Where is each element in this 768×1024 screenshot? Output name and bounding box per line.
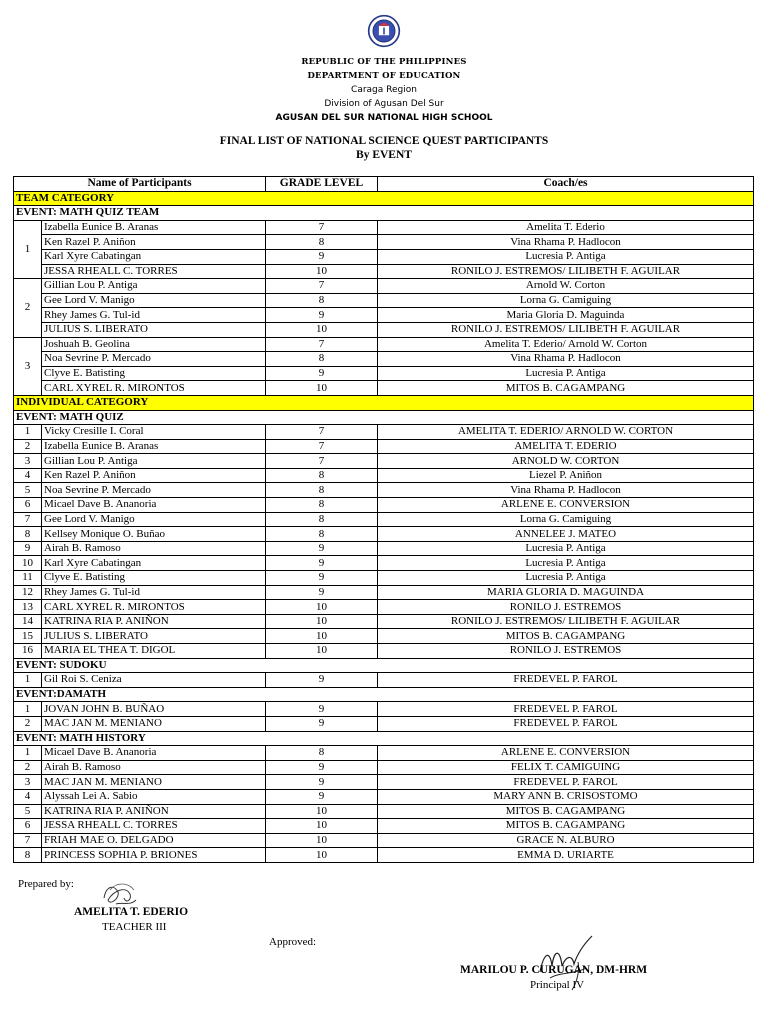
col-header-grade: GRADE LEVEL [266,177,378,192]
coach-name: MARIA GLORIA D. MAGUINDA [378,585,754,600]
team-number: 2 [14,279,42,337]
row-number: 13 [14,600,42,615]
row-number: 1 [14,425,42,440]
row-number: 8 [14,527,42,542]
row-number: 6 [14,498,42,513]
event-math-quiz [14,410,754,425]
table-row [14,629,754,644]
table-row [14,848,754,863]
col-header-name: Name of Participants [14,177,266,192]
row-number: 15 [14,629,42,644]
row-number: 5 [14,483,42,498]
row-number: 2 [14,439,42,454]
coach-name: ARNOLD W. CORTON [378,454,754,469]
participant-name: Karl Xyre Cabatingan [42,249,266,264]
grade-level: 9 [266,789,378,804]
row-number: 10 [14,556,42,571]
document-header [0,14,768,125]
participant-name: Clyve E. Batisting [42,571,266,586]
coach-name: Vina Rhama P. Hadlocon [378,483,754,498]
grade-level: 7 [266,220,378,235]
grade-level: 7 [266,454,378,469]
grade-level: 9 [266,775,378,790]
coach-name: Vina Rhama P. Hadlocon [378,235,754,250]
coach-name: Lucresia P. Antiga [378,249,754,264]
grade-level: 9 [266,585,378,600]
participant-name: Rhey James G. Tul-id [42,585,266,600]
participant-name: Gil Roi S. Ceniza [42,673,266,688]
coach-name: Liezel P. Aniñon [378,468,754,483]
participant-name: CARL XYREL R. MIRONTOS [42,600,266,615]
table-row [14,789,754,804]
row-number: 6 [14,819,42,834]
table-row [14,279,754,294]
grade-level: 10 [266,804,378,819]
participant-name: Karl Xyre Cabatingan [42,556,266,571]
table-row [14,541,754,556]
row-number: 7 [14,512,42,527]
approved-by-position: Principal IV [530,979,585,991]
coach-name: Lorna G. Camiguing [378,512,754,527]
participant-name: Clyve E. Batisting [42,366,266,381]
grade-level: 8 [266,293,378,308]
table-row [14,673,754,688]
grade-level: 7 [266,279,378,294]
table-row [14,366,754,381]
table-row [14,308,754,323]
grade-level: 9 [266,702,378,717]
prepared-by-name: AMELITA T. EDERIO [74,906,189,918]
row-number: 4 [14,789,42,804]
coach-name: MITOS B. CAGAMPANG [378,804,754,819]
participant-name: JOVAN JOHN B. BUÑAO [42,702,266,717]
grade-level: 9 [266,673,378,688]
prepared-by-position: TEACHER III [102,921,167,933]
coach-name: FREDEVEL P. FAROL [378,702,754,717]
table-row [14,439,754,454]
table-row [14,614,754,629]
participant-name: JULIUS S. LIBERATO [42,629,266,644]
grade-level: 8 [266,527,378,542]
row-number: 1 [14,702,42,717]
coach-name: Amelita T. Ederio [378,220,754,235]
table-row [14,498,754,513]
grade-level: 7 [266,425,378,440]
participant-name: FRIAH MAE O. DELGADO [42,833,266,848]
header-line-department: DEPARTMENT OF EDUCATION [307,71,461,81]
grade-level: 8 [266,512,378,527]
participant-name: Gee Lord V. Manigo [42,512,266,527]
event-damath [14,687,754,702]
table-header-row [14,177,754,192]
grade-level: 9 [266,308,378,323]
row-number: 12 [14,585,42,600]
grade-level: 10 [266,264,378,279]
coach-name: FREDEVEL P. FAROL [378,775,754,790]
participant-name: CARL XYREL R. MIRONTOS [42,381,266,396]
participant-name: Vicky Cresille I. Coral [42,425,266,440]
table-row [14,527,754,542]
coach-name: ARLENE E. CONVERSION [378,746,754,761]
category-team [14,191,754,206]
grade-level: 7 [266,337,378,352]
team-number: 3 [14,337,42,395]
participant-name: Airah B. Ramoso [42,541,266,556]
grade-level: 8 [266,468,378,483]
grade-level: 9 [266,760,378,775]
participant-name: Izabella Eunice B. Aranas [42,439,266,454]
coach-name: Lucresia P. Antiga [378,571,754,586]
table-body [14,191,754,862]
table-row [14,293,754,308]
prepared-by-label: Prepared by: [18,878,74,890]
coach-name: MITOS B. CAGAMPANG [378,381,754,396]
coach-name: GRACE N. ALBURO [378,833,754,848]
coach-name: RONILO J. ESTREMOS [378,600,754,615]
row-number: 16 [14,644,42,659]
coach-name: FELIX T. CAMIGUING [378,760,754,775]
grade-level: 10 [266,848,378,863]
row-number: 5 [14,804,42,819]
grade-level: 9 [266,716,378,731]
table-row [14,483,754,498]
grade-level: 8 [266,483,378,498]
approved-label: Approved: [269,936,317,948]
participants-table [13,176,754,863]
grade-level: 7 [266,439,378,454]
table-row [14,512,754,527]
participant-name: MAC JAN M. MENIANO [42,775,266,790]
grade-level: 10 [266,644,378,659]
coach-name: Maria Gloria D. Maguinda [378,308,754,323]
grade-level: 9 [266,571,378,586]
participant-name: Gillian Lou P. Antiga [42,279,266,294]
event-damath-label: EVENT:DAMATH [14,687,754,702]
grade-level: 10 [266,614,378,629]
grade-level: 10 [266,381,378,396]
participant-name: PRINCESS SOPHIA P. BRIONES [42,848,266,863]
row-number: 7 [14,833,42,848]
coach-name: Amelita T. Ederio/ Arnold W. Corton [378,337,754,352]
event-math-history [14,731,754,746]
table-row [14,556,754,571]
coach-name: MITOS B. CAGAMPANG [378,629,754,644]
grade-level: 9 [266,556,378,571]
table-row [14,644,754,659]
row-number: 11 [14,571,42,586]
row-number: 1 [14,673,42,688]
participant-name: Ken Razel P. Aniñon [42,235,266,250]
coach-name: MARY ANN B. CRISOSTOMO [378,789,754,804]
table-row [14,833,754,848]
participant-name: Ken Razel P. Aniñon [42,468,266,483]
event-math-quiz-label: EVENT: MATH QUIZ [14,410,754,425]
category-individual-label: INDIVIDUAL CATEGORY [14,395,754,410]
event-sudoku-label: EVENT: SUDOKU [14,658,754,673]
participant-name: Airah B. Ramoso [42,760,266,775]
table-row [14,352,754,367]
participant-name: Noa Sevrine P. Mercado [42,483,266,498]
category-team-label: TEAM CATEGORY [14,191,754,206]
table-row [14,381,754,396]
participant-name: Noa Sevrine P. Mercado [42,352,266,367]
grade-level: 8 [266,352,378,367]
row-number: 8 [14,848,42,863]
table-row [14,264,754,279]
table-row [14,322,754,337]
table-row [14,716,754,731]
coach-name: FREDEVEL P. FAROL [378,716,754,731]
event-sudoku [14,658,754,673]
table-row [14,804,754,819]
event-math-history-label: EVENT: MATH HISTORY [14,731,754,746]
document-title [0,134,768,162]
grade-level: 9 [266,366,378,381]
table-row [14,337,754,352]
table-row [14,585,754,600]
table-row [14,819,754,834]
coach-name: AMELITA T. EDERIO/ ARNOLD W. CORTON [378,425,754,440]
table-row [14,760,754,775]
coach-name: ARLENE E. CONVERSION [378,498,754,513]
event-math-quiz-team-label: EVENT: MATH QUIZ TEAM [14,206,754,221]
participant-name: Joshuah B. Geolina [42,337,266,352]
grade-level: 10 [266,600,378,615]
table-row [14,249,754,264]
coach-name: RONILO J. ESTREMOS/ LILIBETH F. AGUILAR [378,614,754,629]
grade-level: 10 [266,819,378,834]
coach-name: MITOS B. CAGAMPANG [378,819,754,834]
coach-name: FREDEVEL P. FAROL [378,673,754,688]
table-row [14,468,754,483]
participant-name: MAC JAN M. MENIANO [42,716,266,731]
table-row [14,220,754,235]
table-row [14,235,754,250]
participant-name: Alyssah Lei A. Sabio [42,789,266,804]
participant-name: KATRINA RIA P. ANIÑON [42,614,266,629]
participant-name: Micael Dave B. Ananoria [42,498,266,513]
coach-name: Arnold W. Corton [378,279,754,294]
participant-name: JESSA RHEALL C. TORRES [42,264,266,279]
grade-level: 8 [266,498,378,513]
grade-level: 8 [266,235,378,250]
coach-name: AMELITA T. EDERIO [378,439,754,454]
row-number: 3 [14,775,42,790]
grade-level: 9 [266,249,378,264]
grade-level: 10 [266,833,378,848]
row-number: 3 [14,454,42,469]
approved-by-name: MARILOU P. CURUGAN, DM-HRM [460,964,648,976]
deped-seal-icon [367,14,401,48]
coach-name: RONILO J. ESTREMOS [378,644,754,659]
grade-level: 10 [266,629,378,644]
row-number: 14 [14,614,42,629]
header-line-division: Division of Agusan Del Sur [324,99,444,109]
participant-name: Izabella Eunice B. Aranas [42,220,266,235]
participant-name: Gillian Lou P. Antiga [42,454,266,469]
coach-name: Lucresia P. Antiga [378,366,754,381]
event-math-quiz-team [14,206,754,221]
participant-name: JULIUS S. LIBERATO [42,322,266,337]
table-row [14,775,754,790]
table-row [14,702,754,717]
row-number: 2 [14,716,42,731]
coach-name: EMMA D. URIARTE [378,848,754,863]
participant-name: KATRINA RIA P. ANIÑON [42,804,266,819]
participant-name: Micael Dave B. Ananoria [42,746,266,761]
table-row [14,746,754,761]
row-number: 1 [14,746,42,761]
coach-name: RONILO J. ESTREMOS/ LILIBETH F. AGUILAR [378,264,754,279]
participant-name: Kellsey Monique O. Buñao [42,527,266,542]
title-line-2: By EVENT [356,149,412,161]
header-line-republic: REPUBLIC OF THE PHILIPPINES [301,57,467,67]
title-line-1: FINAL LIST OF NATIONAL SCIENCE QUEST PARTICIPANTS [219,135,549,147]
row-number: 9 [14,541,42,556]
row-number: 4 [14,468,42,483]
header-line-region: Caraga Region [351,85,417,95]
category-individual [14,395,754,410]
coach-name: RONILO J. ESTREMOS/ LILIBETH F. AGUILAR [378,322,754,337]
table-row [14,600,754,615]
coach-name: ANNELEE J. MATEO [378,527,754,542]
table-row [14,454,754,469]
grade-level: 10 [266,322,378,337]
participant-name: JESSA RHEALL C. TORRES [42,819,266,834]
coach-name: Lorna G. Camiguing [378,293,754,308]
coach-name: Lucresia P. Antiga [378,556,754,571]
header-line-school: AGUSAN DEL SUR NATIONAL HIGH SCHOOL [275,113,493,123]
table-row [14,571,754,586]
participant-name: Rhey James G. Tul-id [42,308,266,323]
grade-level: 8 [266,746,378,761]
coach-name: Vina Rhama P. Hadlocon [378,352,754,367]
table-row [14,425,754,440]
grade-level: 9 [266,541,378,556]
col-header-coach: Coach/es [378,177,754,192]
row-number: 2 [14,760,42,775]
coach-name: Lucresia P. Antiga [378,541,754,556]
participant-name: Gee Lord V. Manigo [42,293,266,308]
participant-name: MARIA EL THEA T. DIGOL [42,644,266,659]
team-number: 1 [14,220,42,278]
